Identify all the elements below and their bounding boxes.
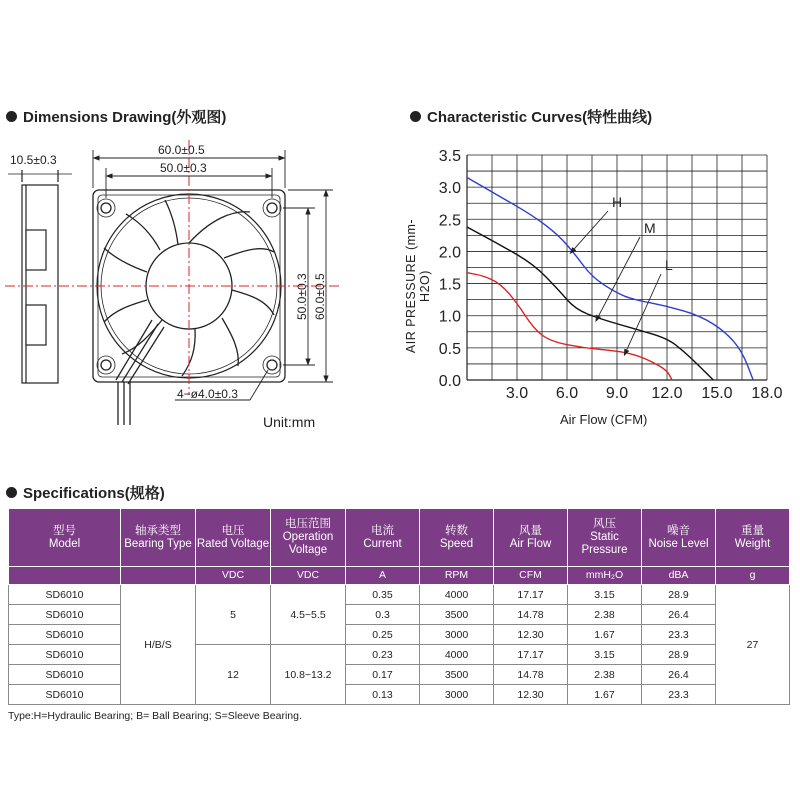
speed-cell: 3000 bbox=[420, 685, 494, 705]
noise-cell: 26.4 bbox=[642, 605, 716, 625]
rated-voltage-cell: 5 bbox=[196, 585, 271, 645]
unit-cell: CFM bbox=[494, 567, 568, 585]
header-cn: 风量 bbox=[519, 524, 542, 537]
header-cell bbox=[196, 509, 271, 567]
bullet-icon bbox=[6, 487, 17, 498]
header-cn: 电压范围 bbox=[285, 518, 331, 530]
x-tick-label: 12.0 bbox=[651, 385, 683, 402]
pressure-cell: 3.15 bbox=[568, 585, 642, 605]
header-en: Static Pressure bbox=[581, 531, 628, 556]
curves-title-text: Characteristic Curves(特性曲线) bbox=[427, 109, 653, 126]
header-en: Speed bbox=[439, 537, 474, 550]
header-en: Model bbox=[48, 537, 81, 550]
x-tick-label: 6.0 bbox=[555, 385, 579, 402]
thickness-dim: 10.5±0.3 bbox=[10, 153, 57, 167]
noise-cell: 28.9 bbox=[642, 585, 716, 605]
annotation-leader-h bbox=[572, 211, 608, 251]
unit-cell: g bbox=[716, 567, 790, 585]
pressure-cell: 1.67 bbox=[568, 685, 642, 705]
y-tick-label: 0.0 bbox=[438, 373, 461, 390]
y-tick-label: 3.0 bbox=[438, 180, 461, 198]
current-cell: 0.3 bbox=[346, 605, 420, 625]
annotation-label-h: H bbox=[612, 194, 623, 210]
noise-cell: 23.3 bbox=[642, 685, 716, 705]
header-cn: 重量 bbox=[741, 524, 764, 537]
speed-cell: 3500 bbox=[420, 665, 494, 685]
pressure-cell: 2.38 bbox=[568, 605, 642, 625]
header-en: Current bbox=[363, 537, 402, 550]
current-cell: 0.35 bbox=[346, 585, 420, 605]
annotation-leader-l bbox=[625, 274, 661, 353]
annotation-label-l: L bbox=[665, 257, 673, 273]
unit-cell bbox=[9, 567, 121, 585]
noise-cell: 26.4 bbox=[642, 665, 716, 685]
noise-cell: 28.9 bbox=[642, 645, 716, 665]
airflow-cell: 17.17 bbox=[494, 585, 568, 605]
model-cell: SD6010 bbox=[9, 685, 121, 705]
y-tick-label: 2.5 bbox=[438, 212, 461, 230]
unit-cell bbox=[121, 567, 196, 585]
specifications-table bbox=[8, 508, 790, 705]
airflow-cell: 12.30 bbox=[494, 625, 568, 645]
table-row bbox=[9, 585, 790, 605]
y-axis-label: AIR PRESSURE (mm-H2O) bbox=[404, 218, 432, 354]
series-line-h bbox=[467, 178, 753, 381]
model-cell: SD6010 bbox=[9, 605, 121, 625]
table-unit-row bbox=[9, 567, 790, 585]
outer-width-dim: 60.0±0.5 bbox=[158, 143, 205, 157]
header-cell bbox=[121, 509, 196, 567]
unit-cell: mmH₂O bbox=[568, 567, 642, 585]
pressure-cell: 3.15 bbox=[568, 645, 642, 665]
y-tick-label: 1.5 bbox=[438, 276, 461, 294]
outer-height-dim: 60.0±0.5 bbox=[313, 273, 327, 320]
holes-dim: 4−ø4.0±0.3 bbox=[177, 387, 238, 401]
model-cell: SD6010 bbox=[9, 625, 121, 645]
header-en: Air Flow bbox=[509, 537, 552, 550]
dimensions-title-text: Dimensions Drawing(外观图) bbox=[23, 109, 227, 126]
pressure-cell: 2.38 bbox=[568, 665, 642, 685]
operation-voltage-cell: 4.5~5.5 bbox=[271, 585, 346, 645]
annotation-label-m: M bbox=[644, 220, 656, 236]
header-cn: 型号 bbox=[53, 524, 76, 537]
weight-cell: 27 bbox=[716, 585, 790, 705]
series-line-m bbox=[467, 227, 713, 380]
x-tick-label: 15.0 bbox=[701, 385, 733, 402]
speed-cell: 4000 bbox=[420, 585, 494, 605]
noise-cell: 23.3 bbox=[642, 625, 716, 645]
y-tick-label: 3.5 bbox=[438, 148, 461, 165]
rated-voltage-cell: 12 bbox=[196, 645, 271, 705]
header-en: Noise Level bbox=[648, 537, 709, 550]
operation-voltage-cell: 10.8~13.2 bbox=[271, 645, 346, 705]
speed-cell: 3500 bbox=[420, 605, 494, 625]
header-cell bbox=[346, 509, 420, 567]
current-cell: 0.13 bbox=[346, 685, 420, 705]
model-cell: SD6010 bbox=[9, 665, 121, 685]
table-header-row bbox=[9, 509, 790, 567]
hole-height-dim: 50.0±0.3 bbox=[295, 273, 309, 320]
header-cell bbox=[420, 509, 494, 567]
bearing-cell: H/B/S bbox=[121, 585, 196, 705]
header-cell bbox=[494, 509, 568, 567]
header-cell bbox=[642, 509, 716, 567]
pressure-cell: 1.67 bbox=[568, 625, 642, 645]
annotation-leader-m bbox=[597, 237, 640, 319]
x-axis-label: Air Flow (CFM) bbox=[560, 412, 648, 427]
airflow-cell: 12.30 bbox=[494, 685, 568, 705]
unit-cell: VDC bbox=[271, 567, 346, 585]
current-cell: 0.25 bbox=[346, 625, 420, 645]
current-cell: 0.23 bbox=[346, 645, 420, 665]
model-cell: SD6010 bbox=[9, 585, 121, 605]
header-cell bbox=[716, 509, 790, 567]
header-cn: 电流 bbox=[371, 524, 394, 537]
header-en: Weight bbox=[734, 537, 771, 550]
header-en: Operation Voltage bbox=[282, 531, 334, 556]
hole-width-dim: 50.0±0.3 bbox=[160, 161, 207, 175]
specs-title-text: Specifications(规格) bbox=[23, 485, 165, 502]
y-tick-label: 0.5 bbox=[438, 340, 461, 358]
airflow-cell: 17.17 bbox=[494, 645, 568, 665]
unit-label: Unit:mm bbox=[263, 414, 316, 430]
unit-cell: dBA bbox=[642, 567, 716, 585]
speed-cell: 3000 bbox=[420, 625, 494, 645]
header-en: Bearing Type bbox=[124, 537, 192, 550]
header-cn: 轴承类型 bbox=[135, 524, 181, 537]
pq-chart bbox=[439, 148, 783, 402]
unit-cell: VDC bbox=[196, 567, 271, 585]
unit-cell: A bbox=[346, 567, 420, 585]
header-cn: 噪音 bbox=[667, 524, 690, 537]
speed-cell: 4000 bbox=[420, 645, 494, 665]
header-cell bbox=[9, 509, 121, 567]
y-tick-label: 2.0 bbox=[438, 244, 461, 262]
x-tick-label: 18.0 bbox=[751, 385, 783, 402]
header-cell bbox=[568, 509, 642, 567]
airflow-cell: 14.78 bbox=[494, 605, 568, 625]
fan-side-view bbox=[8, 170, 72, 383]
header-en: Rated Voltage bbox=[196, 537, 270, 550]
current-cell: 0.17 bbox=[346, 665, 420, 685]
x-tick-label: 9.0 bbox=[605, 385, 629, 402]
specs-title bbox=[6, 482, 165, 503]
header-cell bbox=[271, 509, 346, 567]
x-tick-label: 3.0 bbox=[505, 385, 529, 402]
y-tick-label: 1.0 bbox=[438, 308, 461, 326]
model-cell: SD6010 bbox=[9, 645, 121, 665]
bearing-footnote: Type:H=Hydraulic Bearing; B= Ball Bearing; S=Sleeve Bearing. bbox=[8, 710, 302, 722]
header-cn: 电压 bbox=[221, 524, 245, 537]
unit-cell: RPM bbox=[420, 567, 494, 585]
airflow-cell: 14.78 bbox=[494, 665, 568, 685]
header-cn: 风压 bbox=[593, 518, 616, 530]
header-cn: 转数 bbox=[445, 524, 468, 537]
